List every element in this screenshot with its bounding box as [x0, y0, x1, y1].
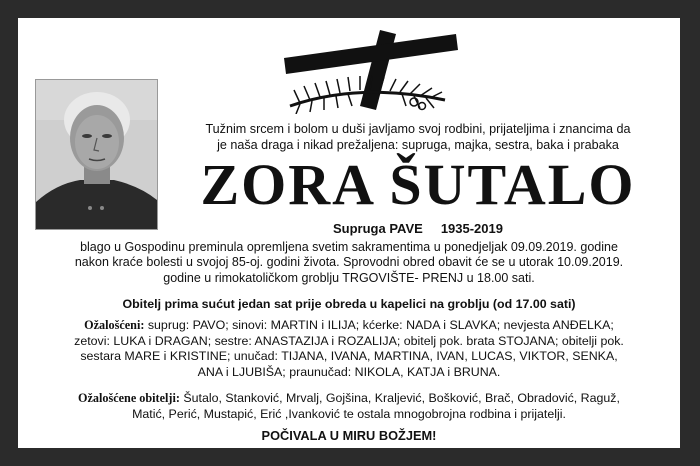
condolence-notice: Obitelj prima sućut jedan sat prije obreda u kapelici na groblju (od 17.00 sati) [122, 297, 576, 311]
deceased-name: ZORA ŠUTALO [200, 152, 636, 217]
mourners-label: Ožalošćeni: [84, 318, 145, 332]
families-line: Šutalo, Stanković, Mrvalj, Gojšina, Kraljević, Bošković, Brač, Obradović, Raguž, [179, 391, 620, 405]
obituary-card [18, 18, 680, 448]
mourners-line: ANA i LJUBIŠA; praunučad: NIKOLA, KATJA i BRUNA. [197, 364, 501, 379]
mourners-line: zetovi: LUKA i DRAGAN; sestre: ANASTAZIJA i ROZALIJA; obitelj pok. brata STOJANA; obitelji pok. [74, 333, 624, 348]
mourners-line: suprug: PAVO; sinovi: MARTIN i ILIJA; kćerke: NADA i SLAVKA; nevjesta ANĐELKA; [144, 318, 614, 332]
intro-line: Tužnim srcem i bolom u duši javljamo svoj rodbini, prijateljima i znancima da [205, 122, 631, 136]
cross-with-palm-branch-icon [280, 24, 460, 114]
mourners-list [26, 318, 672, 380]
mourners-line: sestara MARE i KRISTINE; unučad: TIJANA, IVANA, MARTINA, IVAN, LUCAS, VIKTOR, SENKA, [80, 349, 618, 363]
announcement-line: blago u Gospodinu preminula opremljena svetim sakramentima u ponedjeljak 09.09.2019. godine [80, 240, 618, 254]
families-label: Ožalošćene obitelji: [78, 391, 180, 405]
intro-line: je naša draga i nikad prežaljena: supruga, majka, sestra, baka i prabaka [217, 138, 619, 152]
families-list [26, 390, 672, 422]
life-years: 1935-2019 [440, 221, 503, 236]
portrait-photo [35, 79, 158, 230]
announcement-line: godine u rimokatoličkom groblju TRGOVIŠTE- PRENJ u 18.00 sati. [163, 270, 535, 285]
announcement-text [26, 240, 672, 286]
families-line: Matić, Perić, Mustapić, Erić ,Ivanković te ostala mnogobrojna rodbina i prijatelji. [132, 407, 566, 421]
announcement-line: nakon kraće bolesti u svojoj 85-oj. godini života. Sprovodni obred obavit će se u utorak 10.09.2019. [74, 255, 624, 270]
closing-blessing: POČIVALA U MIRU BOŽJEM! [261, 428, 437, 443]
intro-text [158, 121, 678, 153]
spouse-label: Supruga PAVE [333, 221, 423, 236]
deceased-subtitle [158, 221, 678, 236]
